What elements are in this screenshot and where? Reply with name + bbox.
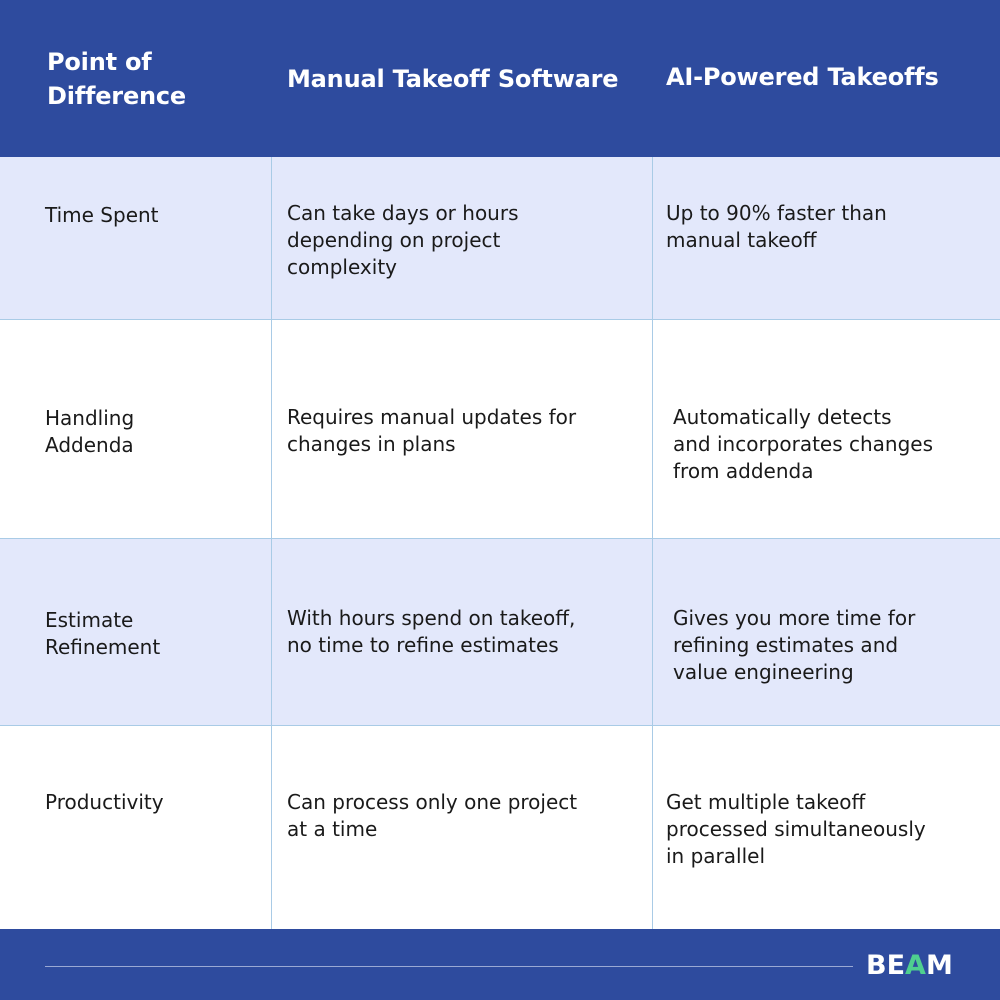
logo-text-accent: A [905, 949, 926, 981]
logo-text-part3: M [925, 949, 953, 981]
row-label: Time Spent [45, 203, 159, 227]
logo-text-part1: BE [866, 949, 906, 981]
manual-cell: With hours spend on takeoff, no time to refine estimates [287, 606, 576, 657]
ai-cell: Automatically detects and incorporates changes from addenda [673, 405, 934, 483]
row-label: Productivity [45, 790, 164, 814]
footer-bar [0, 929, 1000, 1000]
header-manual-takeoff: Manual Takeoff Software [287, 65, 619, 93]
ai-cell: Get multiple takeoff processed simultaneously in parallel [666, 790, 926, 868]
header-ai-takeoffs: AI-Powered Takeoffs [666, 63, 939, 91]
column-divider [271, 157, 272, 929]
row-label: Estimate Refinement [45, 608, 161, 659]
header-point-of-difference: Point of Difference [47, 48, 187, 110]
footer-divider [45, 966, 853, 967]
manual-cell: Can process only one project at a time [287, 790, 578, 841]
table-row [0, 319, 1000, 539]
row-label: Handling Addenda [45, 406, 135, 457]
column-divider [652, 157, 653, 929]
table-header [0, 0, 1000, 157]
table-row [0, 538, 1000, 726]
table-row [0, 725, 1000, 930]
manual-cell: Requires manual updates for changes in plans [287, 405, 577, 456]
manual-cell: Can take days or hours depending on project complexity [287, 201, 519, 279]
ai-cell: Up to 90% faster than manual takeoff [666, 201, 887, 252]
ai-cell: Gives you more time for refining estimates and value engineering [673, 606, 916, 684]
beam-logo [866, 949, 953, 981]
table-row [0, 157, 1000, 319]
